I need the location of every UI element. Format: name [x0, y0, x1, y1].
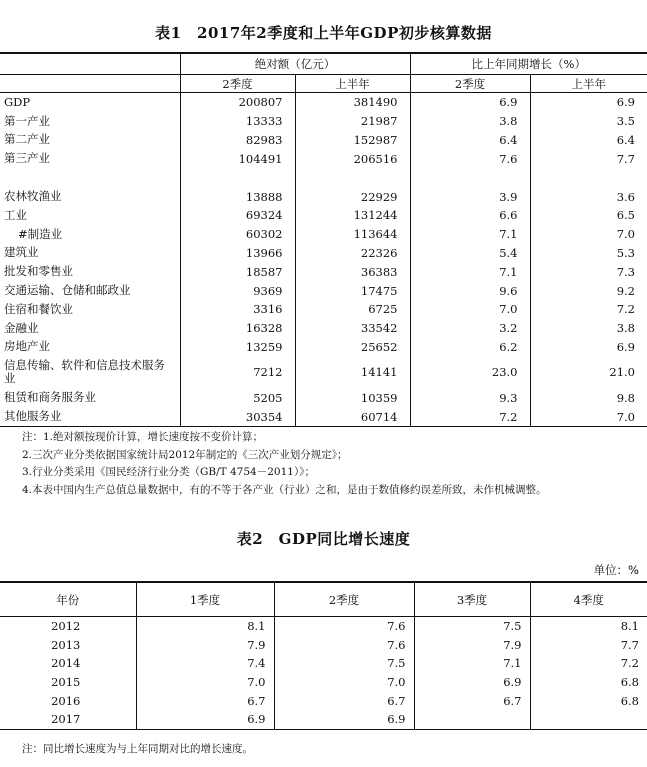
cell-abs-half: 25652 — [295, 338, 410, 357]
row-name: 房地产业 — [4, 339, 50, 354]
cell-abs-half: 131244 — [295, 206, 410, 225]
cell-growth-half: 7.0 — [530, 407, 647, 426]
cell-abs-half: 21987 — [295, 112, 410, 131]
row-name: 建筑业 — [4, 245, 39, 260]
cell-growth-q2: 7.0 — [410, 300, 530, 319]
cell-abs-q2: 13333 — [180, 112, 295, 131]
cell-year: 2012 — [51, 619, 81, 634]
table-row — [0, 112, 647, 131]
cell-abs-q2: 5205 — [180, 388, 295, 407]
cell-growth-half: 3.5 — [530, 112, 647, 131]
cell-growth-q2: 9.6 — [410, 281, 530, 300]
table-row — [0, 356, 647, 388]
row-name: 第二产业 — [4, 132, 50, 147]
cell-growth-half: 7.3 — [530, 262, 647, 281]
gdp-growth-table — [0, 581, 647, 730]
header-absolute-group: 绝对额（亿元） — [180, 53, 410, 75]
spacer-cell — [180, 168, 295, 187]
table-row — [0, 244, 647, 263]
cell-q4: 6.8 — [530, 691, 647, 710]
row-name: 金融业 — [4, 320, 39, 335]
header-growth-q2: 2季度 — [410, 75, 530, 93]
cell-q3: 7.9 — [414, 636, 530, 655]
header-year: 年份 — [0, 582, 136, 617]
cell-q2: 6.7 — [274, 691, 414, 710]
cell-growth-half: 3.6 — [530, 187, 647, 206]
cell-growth-half: 9.8 — [530, 388, 647, 407]
header-growth-group: 比上年同期增长（%） — [410, 53, 647, 75]
note-4: 4.本表中国内生产总值总量数据中，有的不等于各产业（行业）之和，是由于数值修约误差所致，未作机械调整。 — [22, 483, 547, 496]
cell-abs-q2: 69324 — [180, 206, 295, 225]
cell-year: 2014 — [51, 656, 81, 671]
cell-abs-half: 17475 — [295, 281, 410, 300]
table1-body — [0, 93, 647, 427]
cell-abs-half: 381490 — [295, 93, 410, 112]
cell-abs-half: 22326 — [295, 244, 410, 263]
cell-growth-q2: 6.9 — [410, 93, 530, 112]
cell-q3: 7.5 — [414, 617, 530, 636]
cell-q1: 8.1 — [136, 617, 274, 636]
gdp-preliminary-table — [0, 52, 647, 427]
cell-abs-q2: 13259 — [180, 338, 295, 357]
cell-q4: 6.8 — [530, 673, 647, 692]
row-name: 信息传输、软件和信息技术服务业 — [4, 358, 165, 386]
cell-q4 — [530, 710, 647, 729]
cell-abs-half: 14141 — [295, 356, 410, 388]
cell-growth-q2: 3.8 — [410, 112, 530, 131]
cell-abs-half: 33542 — [295, 319, 410, 338]
header-blank-2 — [0, 75, 180, 93]
cell-year: 2015 — [51, 675, 81, 690]
table-row — [0, 338, 647, 357]
row-name: 农林牧渔业 — [4, 189, 62, 204]
cell-q3: 6.7 — [414, 691, 530, 710]
cell-growth-half: 6.5 — [530, 206, 647, 225]
cell-q2: 7.0 — [274, 673, 414, 692]
table-row — [0, 131, 647, 150]
spacer-cell — [295, 168, 410, 187]
cell-abs-q2: 60302 — [180, 225, 295, 244]
cell-abs-q2: 30354 — [180, 407, 295, 426]
cell-growth-half: 7.0 — [530, 225, 647, 244]
cell-q2: 7.6 — [274, 617, 414, 636]
header-q4: 4季度 — [530, 582, 647, 617]
cell-abs-q2: 18587 — [180, 262, 295, 281]
table-row — [0, 262, 647, 281]
cell-q1: 7.9 — [136, 636, 274, 655]
header-abs-half: 上半年 — [295, 75, 410, 93]
row-name: 交通运输、仓储和邮政业 — [4, 283, 131, 298]
table-row — [0, 710, 647, 729]
note-3: 3.行业分类采用《国民经济行业分类（GB/T 4754－2011）》； — [22, 466, 315, 478]
header-abs-q2: 2季度 — [180, 75, 295, 93]
table-row — [0, 691, 647, 710]
row-name: 租赁和商务服务业 — [4, 390, 96, 405]
cell-growth-q2: 6.4 — [410, 131, 530, 150]
row-name: 住宿和餐饮业 — [4, 301, 73, 316]
cell-abs-half: 22929 — [295, 187, 410, 206]
cell-growth-q2: 7.1 — [410, 225, 530, 244]
header-q2: 2季度 — [274, 582, 414, 617]
cell-q1: 6.7 — [136, 691, 274, 710]
header-blank — [0, 53, 180, 75]
cell-abs-half: 60714 — [295, 407, 410, 426]
cell-q1: 7.0 — [136, 673, 274, 692]
cell-abs-q2: 3316 — [180, 300, 295, 319]
row-name: 其他服务业 — [0, 407, 180, 426]
table1-title: 表1 2017年2季度和上半年GDP初步核算数据 — [155, 24, 492, 42]
table-row — [0, 654, 647, 673]
cell-q2: 6.9 — [274, 710, 414, 729]
cell-growth-half: 5.3 — [530, 244, 647, 263]
cell-q4: 7.2 — [530, 654, 647, 673]
cell-growth-half: 7.2 — [530, 300, 647, 319]
cell-abs-q2: 13966 — [180, 244, 295, 263]
unit-label: 单位：% — [593, 563, 639, 577]
cell-abs-half: 113644 — [295, 225, 410, 244]
row-name: 第一产业 — [4, 113, 50, 128]
cell-growth-half: 21.0 — [530, 356, 647, 388]
cell-growth-half: 6.9 — [530, 338, 647, 357]
row-name: 工业 — [4, 207, 27, 222]
cell-q4: 7.7 — [530, 636, 647, 655]
table-row — [0, 617, 647, 636]
table1-notes — [22, 429, 547, 499]
cell-growth-half: 9.2 — [530, 281, 647, 300]
header-q1: 1季度 — [136, 582, 274, 617]
table-row — [0, 93, 647, 112]
table-row — [0, 300, 647, 319]
cell-abs-half: 206516 — [295, 149, 410, 168]
cell-growth-q2: 6.6 — [410, 206, 530, 225]
cell-growth-half: 3.8 — [530, 319, 647, 338]
cell-year: 2016 — [51, 693, 81, 708]
table2-body — [0, 617, 647, 730]
cell-abs-half: 10359 — [295, 388, 410, 407]
cell-abs-q2: 9369 — [180, 281, 295, 300]
cell-q3: 6.9 — [414, 673, 530, 692]
cell-growth-q2: 7.6 — [410, 149, 530, 168]
note-2: 2.三次产业分类依据国家统计局2012年制定的《三次产业划分规定》； — [22, 448, 348, 461]
cell-growth-q2: 3.2 — [410, 319, 530, 338]
spacer-cell — [410, 168, 530, 187]
row-name: 第三产业 — [4, 151, 50, 166]
cell-abs-half: 152987 — [295, 131, 410, 150]
cell-abs-q2: 7212 — [180, 356, 295, 388]
spacer-cell — [530, 168, 647, 187]
table-row — [0, 388, 647, 407]
cell-abs-q2: 82983 — [180, 131, 295, 150]
cell-year: 2017 — [0, 710, 136, 729]
cell-q1: 6.9 — [136, 710, 274, 729]
cell-growth-q2: 7.2 — [410, 407, 530, 426]
table-row — [0, 319, 647, 338]
cell-q2: 7.6 — [274, 636, 414, 655]
table-row — [0, 673, 647, 692]
cell-year: 2013 — [51, 637, 81, 652]
row-name: GDP — [4, 94, 31, 109]
cell-growth-half: 6.9 — [530, 93, 647, 112]
cell-abs-q2: 104491 — [180, 149, 295, 168]
cell-q2: 7.5 — [274, 654, 414, 673]
row-name: #制造业 — [18, 226, 63, 241]
table-row — [0, 225, 647, 244]
cell-abs-half: 36383 — [295, 262, 410, 281]
table-row — [0, 281, 647, 300]
cell-q1: 7.4 — [136, 654, 274, 673]
table2-note: 注：同比增长速度为与上年同期对比的增长速度。 — [22, 743, 253, 755]
cell-q4: 8.1 — [530, 617, 647, 636]
cell-abs-q2: 16328 — [180, 319, 295, 338]
cell-abs-q2: 13888 — [180, 187, 295, 206]
note-1: 注：1.绝对额按现价计算，增长速度按不变价计算； — [22, 431, 264, 443]
table-row — [0, 149, 647, 168]
cell-growth-q2: 7.1 — [410, 262, 530, 281]
cell-growth-q2: 9.3 — [410, 388, 530, 407]
cell-growth-q2: 6.2 — [410, 338, 530, 357]
spacer-row — [0, 168, 647, 187]
cell-growth-q2: 3.9 — [410, 187, 530, 206]
cell-growth-q2: 23.0 — [410, 356, 530, 388]
header-q3: 3季度 — [414, 582, 530, 617]
cell-abs-half: 6725 — [295, 300, 410, 319]
cell-q3: 7.1 — [414, 654, 530, 673]
table2-title: 表2 GDP同比增长速度 — [236, 530, 411, 548]
table-row — [0, 407, 647, 426]
table-row — [0, 187, 647, 206]
table-row — [0, 636, 647, 655]
cell-abs-q2: 200807 — [180, 93, 295, 112]
cell-growth-q2: 5.4 — [410, 244, 530, 263]
row-name: 批发和零售业 — [4, 264, 73, 279]
table-row — [0, 206, 647, 225]
header-growth-half: 上半年 — [530, 75, 647, 93]
cell-growth-half: 7.7 — [530, 149, 647, 168]
cell-growth-half: 6.4 — [530, 131, 647, 150]
cell-q3 — [414, 710, 530, 729]
spacer-cell — [0, 168, 180, 187]
